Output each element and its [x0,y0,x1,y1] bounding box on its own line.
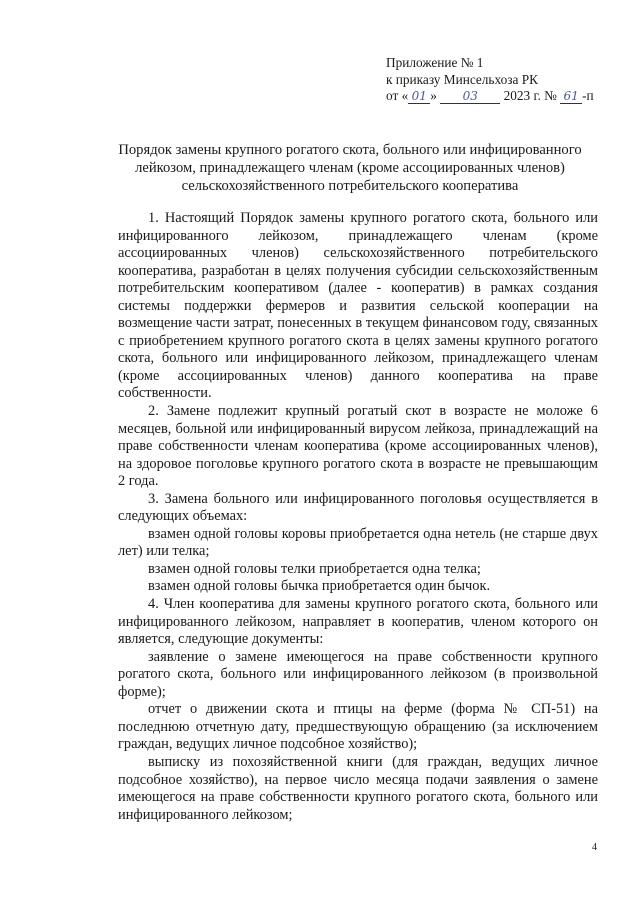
page-number: 4 [592,842,597,853]
appendix-title: Приложение № 1 [386,55,484,70]
date-prefix: от « [386,88,409,103]
title-line-2: лейкозом, принадлежащего членам (кроме ассоциированных членов) [135,159,565,176]
handwritten-month: 03 [440,89,500,104]
list-item-report: отчет о движении скота и птицы на ферме (форма № СП-51) на последнюю отчетную дату, предшествующую обращению (за исключением граждан, ведущих личное подсобное хозяйство); [118,701,598,753]
appendix-date-line [386,88,594,105]
handwritten-number: 61 [560,89,582,104]
document-title [90,142,610,195]
list-item-cow: взамен одной головы коровы приобретается одна нетель (не старше двух лет) или телка; [118,525,598,560]
paragraph-2: 2. Замене подлежит крупный рогатый скот в возрасте не моложе 6 месяцев, больной или инфицированный вирусом лейкоза, принадлежащий на праве собственности членам кооператива (кроме ассоциированных членов), на здоровое поголовье крупного рогатого скота в возрасте не превышающим 2 года. [118,403,598,490]
list-item-heifer: взамен одной головы телки приобретается одна телка; [148,560,481,577]
handwritten-day: 01 [408,89,430,104]
title-line-1: Порядок замены крупного рогатого скота, больного или инфицированного [118,142,582,158]
appendix-order-ref: к приказу Минсельхоза РК [386,71,539,87]
list-item-bull: взамен одной головы бычка приобретается один бычок. [148,578,491,595]
title-line-3: сельскохозяйственного потребительского кооператива [181,177,519,194]
paragraph-1: 1. Настоящий Порядок замены крупного рогатого скота, больного или инфицированного лейкозом, принадлежащего членам (кроме ассоциированных членов) сельскохозяйственного потребительского кооператива, разработан в целях получения субсидии сельскохозяйственным потребительским кооперативом (далее - кооператив) в рамках создания системы поддержки фермеров и развития сельской кооперации на возмещение части затрат, понесенных в текущем финансовом году, связанных с приобретением крупного рогатого скота в целях замены крупного рогатого скота, больного или инфицированного лейкозом, принадлежащего членам (кроме ассоциированных членов) данного кооператива на праве собственности. [118,210,598,402]
paragraph-3: 3. Замена больного или инфицированного поголовья осуществляется в следующих объемах: [118,490,598,525]
list-item-extract: выписку из похозяйственной книги (для граждан, ведущих личное подсобное хозяйство), на первое число месяца подачи заявления о замене имеющегося на праве собственности крупного рогатого скота, больного или инфицированного лейкозом; [118,753,598,823]
date-year: 2023 г. № [503,88,557,103]
number-suffix: -п [582,88,594,103]
paragraph-4: 4. Член кооператива для замены крупного рогатого скота, больного или инфицированного лейкозом, направляет в кооператив, членом которого он является, следующие документы: [118,596,598,648]
date-mid: » [430,88,437,103]
appendix-header [386,55,594,105]
document-body [118,210,598,824]
list-item-application: заявление о замене имеющегося на праве собственности крупного рогатого скота, больного или инфицированного лейкозом (в произвольной форме); [118,648,598,700]
